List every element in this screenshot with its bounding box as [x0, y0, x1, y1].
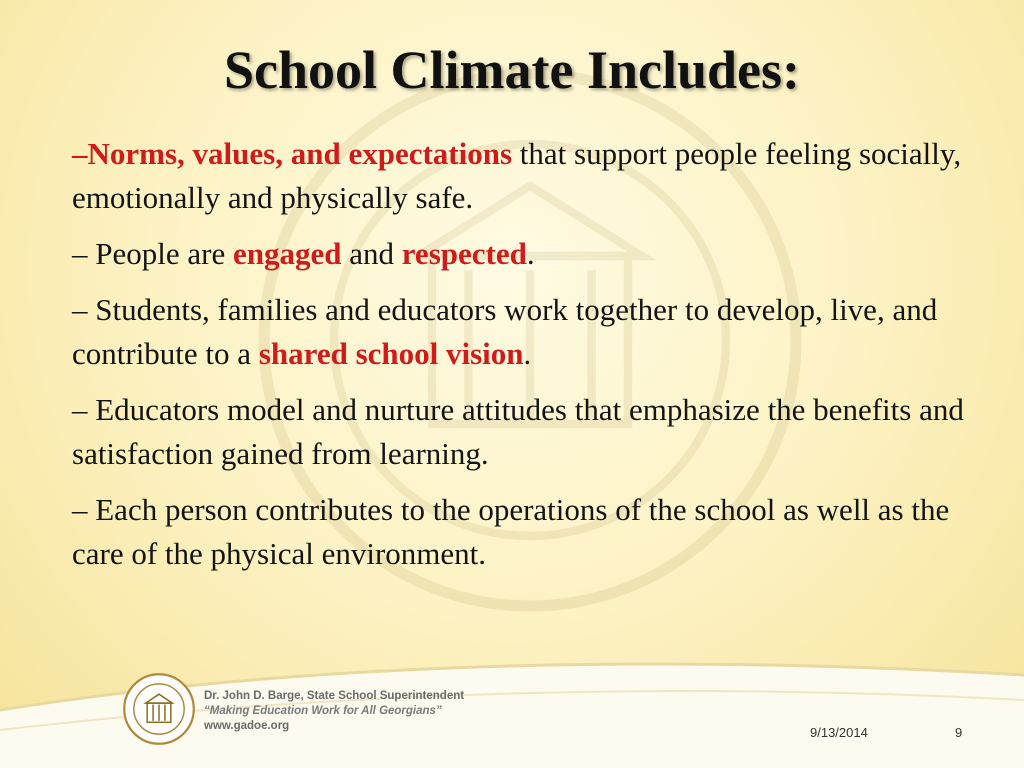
slide-title-text: School Climate Includes: [223, 40, 783, 100]
slide-title-colon: :: [782, 40, 801, 100]
bullet-1: [72, 132, 982, 220]
footer-url: www.gadoe.org: [204, 720, 290, 732]
bullet-5: [72, 488, 982, 576]
bullet-text: People are: [87, 236, 233, 271]
bullet-text: and: [341, 236, 402, 271]
bullet-highlight: respected: [401, 236, 527, 271]
bullet-highlight: shared school vision: [258, 336, 524, 371]
bullet-highlight: engaged: [232, 236, 342, 271]
bullet-dash: –: [72, 236, 88, 271]
bullet-highlight: Norms, values, and expectations: [87, 136, 513, 171]
superintendent-name: Dr. John D. Barge, State School Superintendent: [204, 690, 465, 702]
bullet-text: Educators model and nurture attitudes that emphasize the benefits and satisfaction gained from learning.: [72, 392, 964, 471]
bullet-dash: –: [72, 292, 88, 327]
slide-title: [0, 38, 1024, 102]
bullet-text: .: [526, 236, 535, 271]
slide-date: 9/13/2014: [810, 725, 868, 740]
bullet-dash: –: [72, 492, 88, 527]
slide-number: 9: [955, 725, 963, 740]
bullet-3: [72, 288, 982, 376]
bullet-4: [72, 388, 982, 476]
bullet-text: that support people feeling socially, emotionally and physically safe.: [72, 136, 962, 215]
footer-info: [204, 689, 464, 734]
bullet-dash: –: [72, 136, 88, 171]
bullet-text: Each person contributes to the operations of the school as well as the care of the physical environment.: [72, 492, 950, 571]
department-seal-icon: [122, 672, 196, 746]
bullet-text: .: [523, 336, 532, 371]
slide-content: [72, 132, 982, 588]
footer-slogan: “Making Education Work for All Georgians”: [204, 705, 442, 717]
bullet-dash: –: [72, 392, 88, 427]
bullet-2: [72, 232, 982, 276]
bullet-text: Students, families and educators work together to develop, live, and contribute to a: [72, 292, 938, 371]
